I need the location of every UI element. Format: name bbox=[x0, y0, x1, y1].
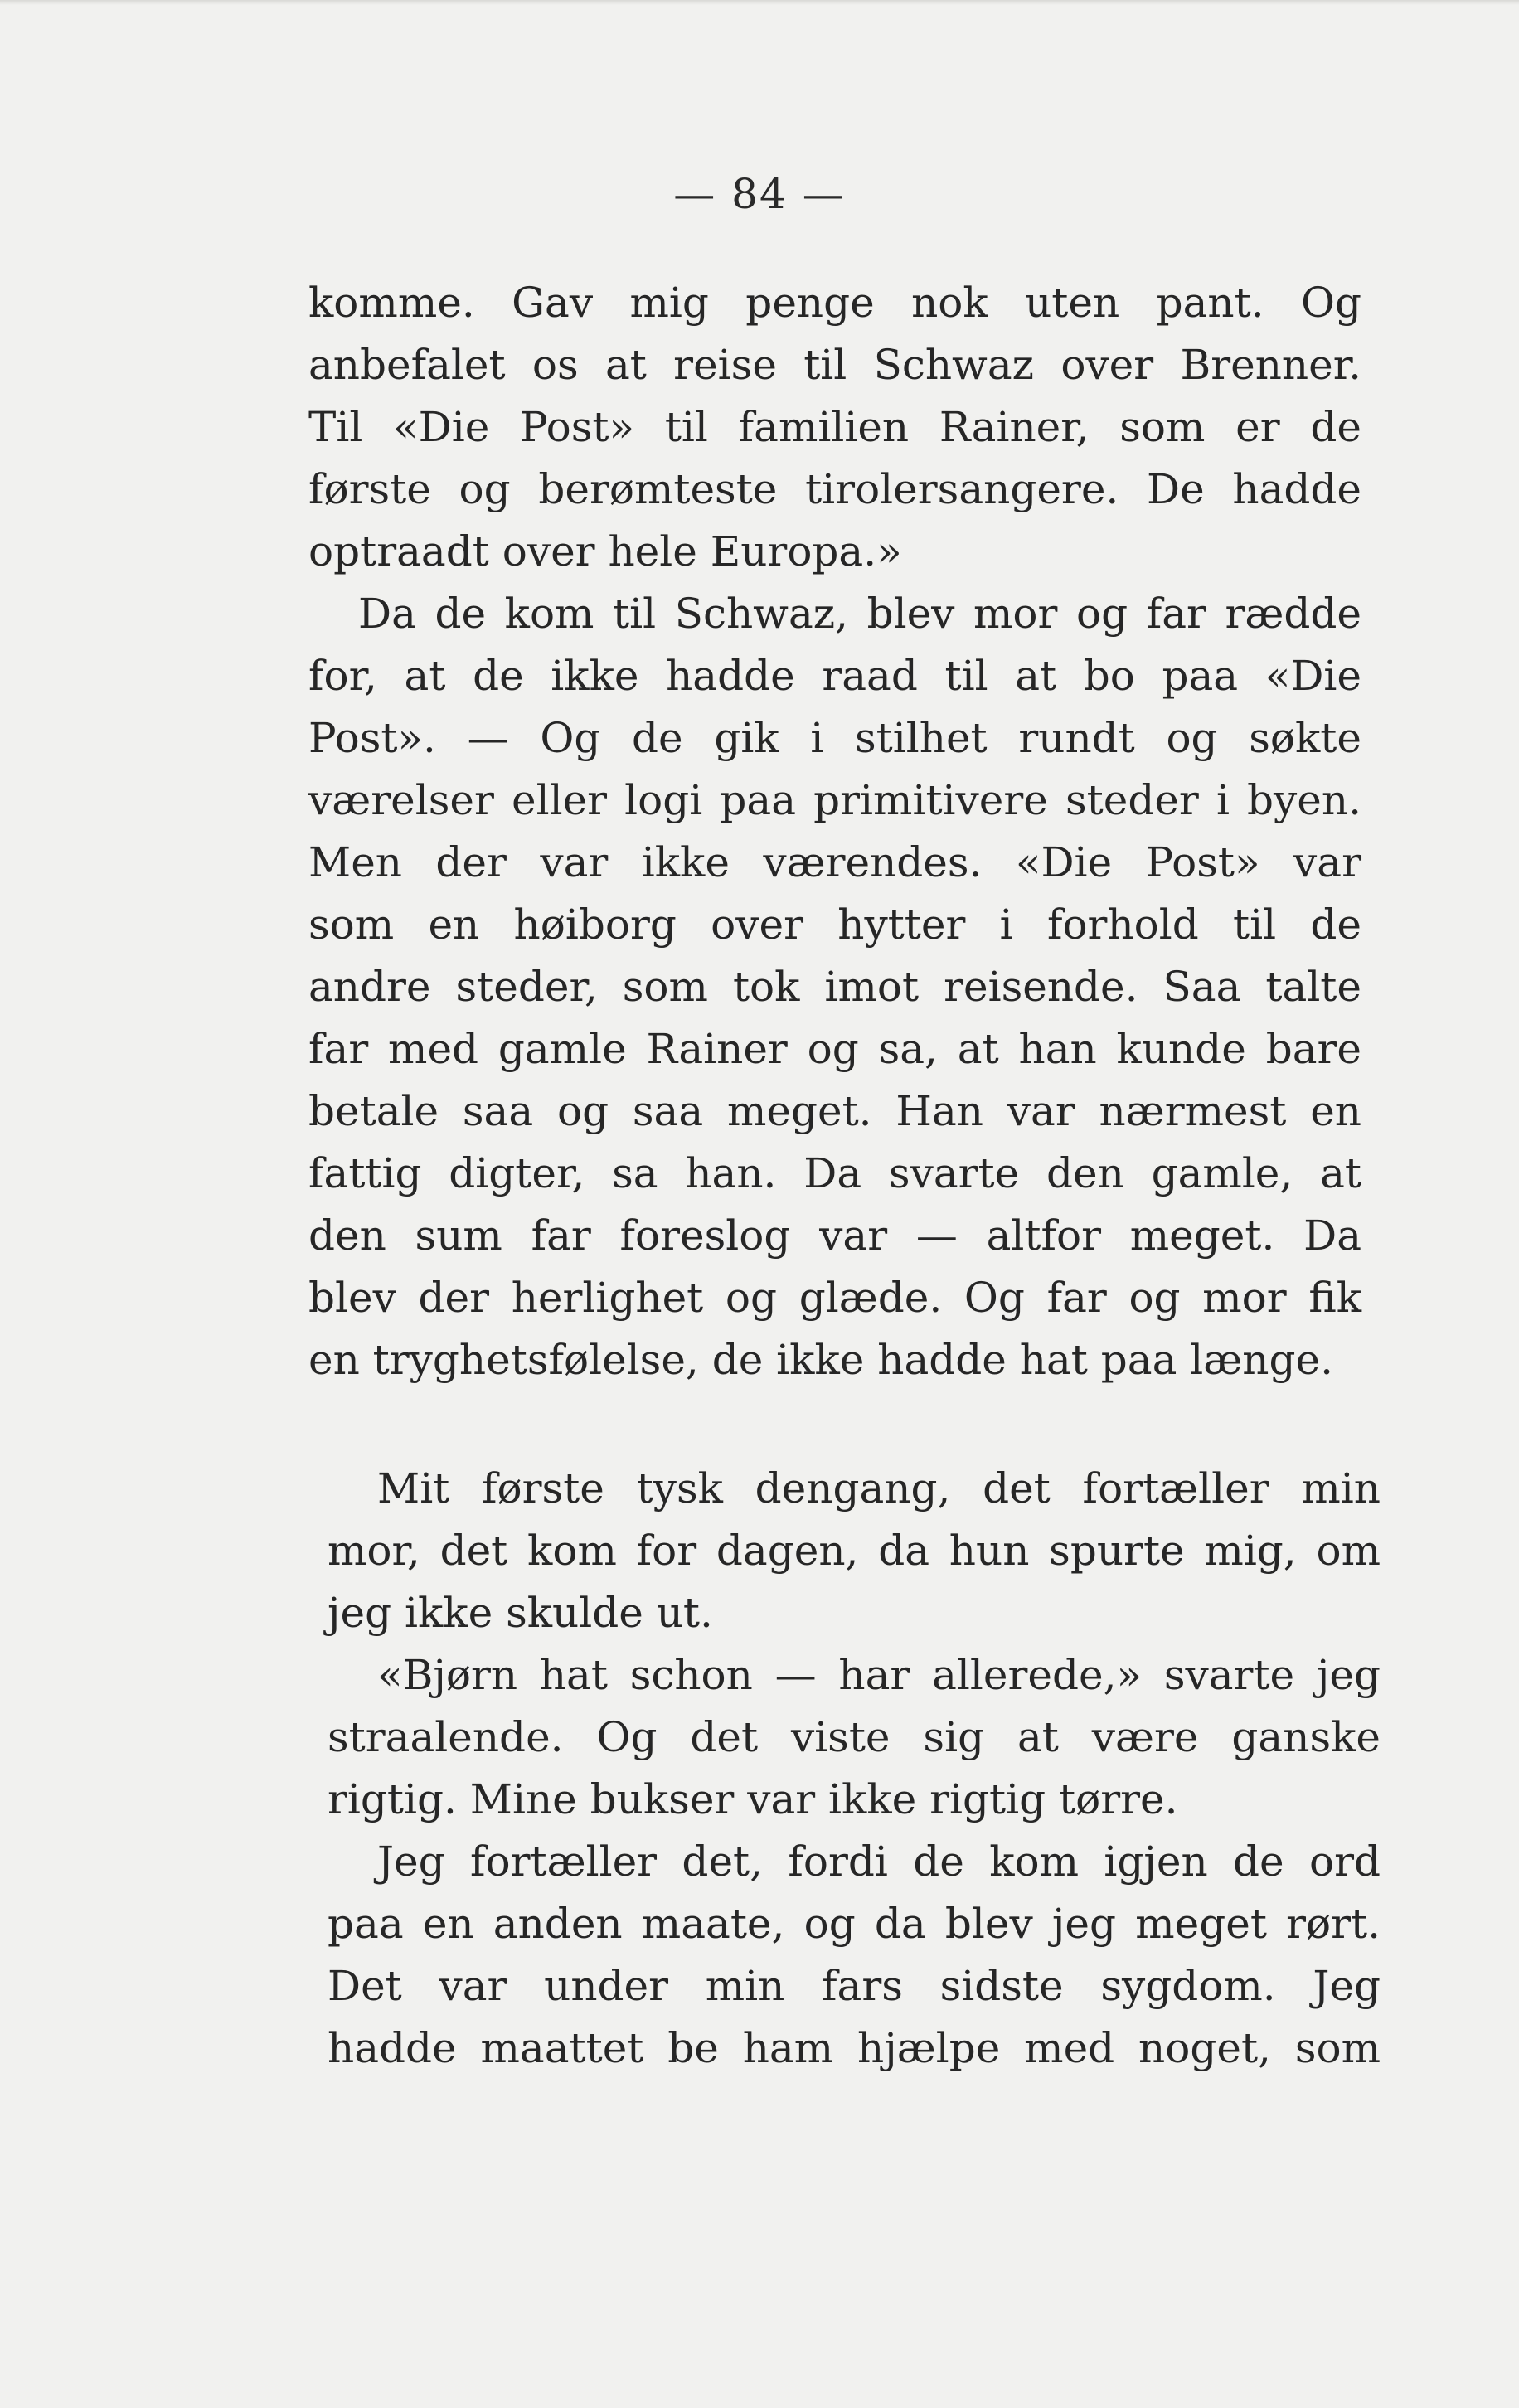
text-line: betale saa og saa meget. Han var nærmest en bbox=[308, 1087, 1361, 1135]
text-line: som en høiborg over hytter i forhold til de bbox=[308, 901, 1361, 949]
text-line: Post». — Og de gik i stilhet rundt og søkte bbox=[308, 714, 1361, 762]
paragraph-section-2 bbox=[328, 1458, 1381, 2080]
text-line: rigtig. Mine bukser var ikke rigtig tørre. bbox=[328, 1775, 1178, 1823]
text-line: den sum far foreslog var — altfor meget. Da bbox=[308, 1211, 1361, 1260]
text-line: far med gamle Rainer og sa, at han kunde bare bbox=[308, 1025, 1361, 1073]
text-line: straalende. Og det viste sig at være ganske bbox=[328, 1713, 1381, 1761]
text-line: paa en anden maate, og da blev jeg meget rørt. bbox=[328, 1900, 1381, 1948]
text-line: en tryghetsfølelse, de ikke hadde hat paa længe. bbox=[308, 1336, 1333, 1384]
text-line: Mit første tysk dengang, det fortæller min bbox=[377, 1464, 1381, 1512]
text-line: hadde maattet be ham hjælpe med noget, som bbox=[328, 2024, 1381, 2072]
page-number: — 84 — bbox=[673, 170, 846, 218]
text-line: komme. Gav mig penge nok uten pant. Og bbox=[308, 279, 1361, 327]
text-line: Det var under min fars sidste sygdom. Jeg bbox=[328, 1962, 1381, 2010]
text-line: værelser eller logi paa primitivere steder i byen. bbox=[308, 776, 1361, 824]
text-line: Til «Die Post» til familien Rainer, som er de bbox=[308, 403, 1361, 451]
text-line: fattig digter, sa han. Da svarte den gamle, at bbox=[308, 1149, 1361, 1197]
paragraph-section-1 bbox=[308, 272, 1361, 1391]
text-line: mor, det kom for dagen, da hun spurte mig, om bbox=[328, 1527, 1381, 1575]
text-line: Da de kom til Schwaz, blev mor og far rædde bbox=[358, 590, 1361, 638]
text-line: Jeg fortæller det, fordi de kom igjen de ord bbox=[377, 1838, 1381, 1886]
text-line: «Bjørn hat schon — har allerede,» svarte jeg bbox=[377, 1651, 1381, 1699]
page-top-edge bbox=[0, 0, 1519, 5]
text-line: blev der herlighet og glæde. Og far og mor fik bbox=[308, 1274, 1361, 1322]
text-line: Men der var ikke værendes. «Die Post» var bbox=[308, 838, 1361, 886]
text-line: første og berømteste tirolersangere. De hadde bbox=[308, 465, 1361, 513]
text-line: anbefalet os at reise til Schwaz over Brenner. bbox=[308, 341, 1361, 389]
text-line: for, at de ikke hadde raad til at bo paa «Die bbox=[308, 652, 1361, 700]
text-line: andre steder, som tok imot reisende. Saa talte bbox=[308, 963, 1361, 1011]
text-line: jeg ikke skulde ut. bbox=[328, 1589, 713, 1637]
text-line: optraadt over hele Europa.» bbox=[308, 527, 902, 575]
